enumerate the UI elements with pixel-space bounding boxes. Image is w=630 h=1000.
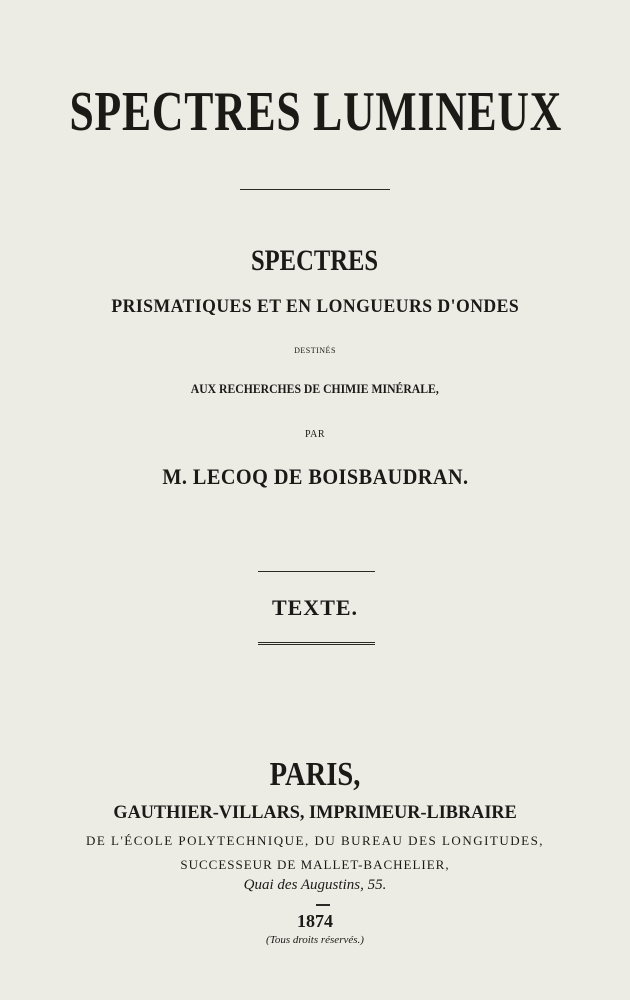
publication-place — [0, 758, 630, 792]
word-par: PAR — [304, 429, 326, 440]
author-name — [0, 466, 630, 488]
publication-year: 1874 — [297, 911, 333, 931]
subtitle-spectres — [0, 246, 630, 276]
subtitle-prismatiques-text: PRISMATIQUES ET EN LONGUEURS D'ONDES — [111, 296, 519, 317]
subtitle-spectres-text: SPECTRES — [251, 244, 379, 277]
section-rule-bottom — [258, 642, 375, 645]
subtitle-recherches-text: AUX RECHERCHES DE CHIMIE MINÉRALE, — [190, 381, 440, 396]
subtitle-prismatiques — [0, 297, 630, 316]
word-destines: DESTINÉS — [294, 346, 336, 355]
publisher-affiliation: DE L'ÉCOLE POLYTECHNIQUE, DU BUREAU DES LONGITUDES, — [85, 833, 545, 848]
rights-notice: (Tous droits réservés.) — [266, 934, 364, 946]
section-heading: TEXTE. — [271, 595, 359, 620]
publisher-name — [0, 803, 630, 822]
section-rule-top — [258, 571, 375, 572]
title-rule — [240, 189, 390, 190]
year-dash — [316, 904, 330, 906]
publisher-address: Quai des Augustins, 55. — [243, 877, 387, 893]
publication-place-text: PARIS, — [269, 756, 361, 793]
subtitle-recherches — [0, 382, 630, 395]
author-name-text: M. LECOQ DE BOISBAUDRAN. — [161, 464, 469, 489]
publisher-name-text: GAUTHIER-VILLARS, IMPRIMEUR-LIBRAIRE — [113, 802, 517, 823]
publisher-successor: SUCCESSEUR DE MALLET-BACHELIER, — [180, 857, 450, 872]
main-title — [0, 81, 630, 143]
main-title-text: SPECTRES LUMINEUX — [69, 81, 563, 143]
